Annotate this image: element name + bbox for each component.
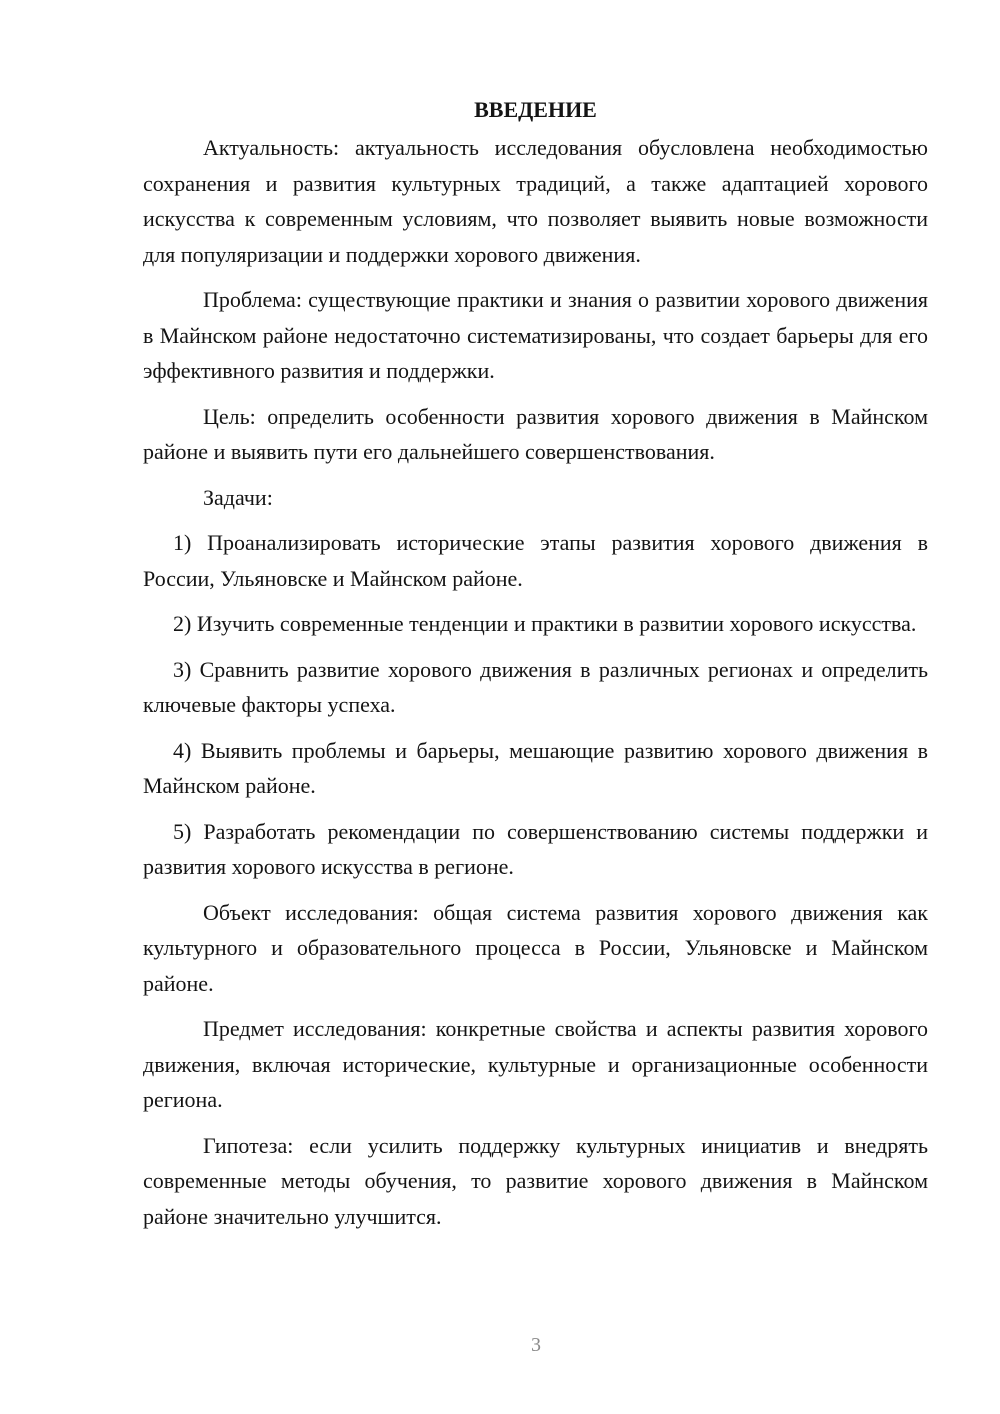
task-item-1: 1) Проанализировать исторические этапы развития хорового движения в России, Ульяновске и Майнском районе. bbox=[143, 530, 928, 591]
problem-paragraph: Проблема: существующие практики и знания о развитии хорового движения в Майнском районе недостаточно систематизированы, что создает барьеры для его эффективного развития и поддержки. bbox=[143, 287, 928, 383]
page-number: 3 bbox=[531, 1334, 541, 1356]
task-item-2: 2) Изучить современные тенденции и практики в развитии хорового искусства. bbox=[173, 611, 917, 636]
relevance-paragraph: Актуальность: актуальность исследования обусловлена необходимостью сохранения и развития культурных традиций, а также адаптацией хорового искусства к современным условиям, что позволяет выявить новые возможности для популяризации и поддержки хорового движения. bbox=[143, 135, 928, 267]
document-body bbox=[143, 92, 928, 1244]
task-item-5: 5) Разработать рекомендации по совершенствованию системы поддержки и развития хорового искусства в регионе. bbox=[143, 818, 928, 879]
task-item-3: 3) Сравнить развитие хорового движения в различных регионах и определить ключевые факторы успеха. bbox=[143, 656, 928, 717]
hypothesis-paragraph: Гипотеза: если усилить поддержку культурных инициатив и внедрять современные методы обучения, то развитие хорового движения в Майнском районе значительно улучшится. bbox=[143, 1132, 928, 1229]
tasks-label: Задачи: bbox=[203, 484, 273, 510]
task-item-4: 4) Выявить проблемы и барьеры, мешающие развитию хорового движения в Майнском районе. bbox=[143, 737, 928, 798]
subject-paragraph: Предмет исследования: конкретные свойства и аспекты развития хорового движения, включая исторические, культурные и организационные особенности региона. bbox=[143, 1016, 928, 1112]
goal-paragraph: Цель: определить особенности развития хорового движения в Майнском районе и выявить пути его дальнейшего совершенствования. bbox=[143, 403, 928, 464]
section-heading: ВВЕДЕНИЕ bbox=[474, 97, 597, 122]
object-paragraph: Объект исследования: общая система развития хорового движения как культурного и образовательного процесса в России, Ульяновске и Майнском районе. bbox=[143, 899, 928, 996]
